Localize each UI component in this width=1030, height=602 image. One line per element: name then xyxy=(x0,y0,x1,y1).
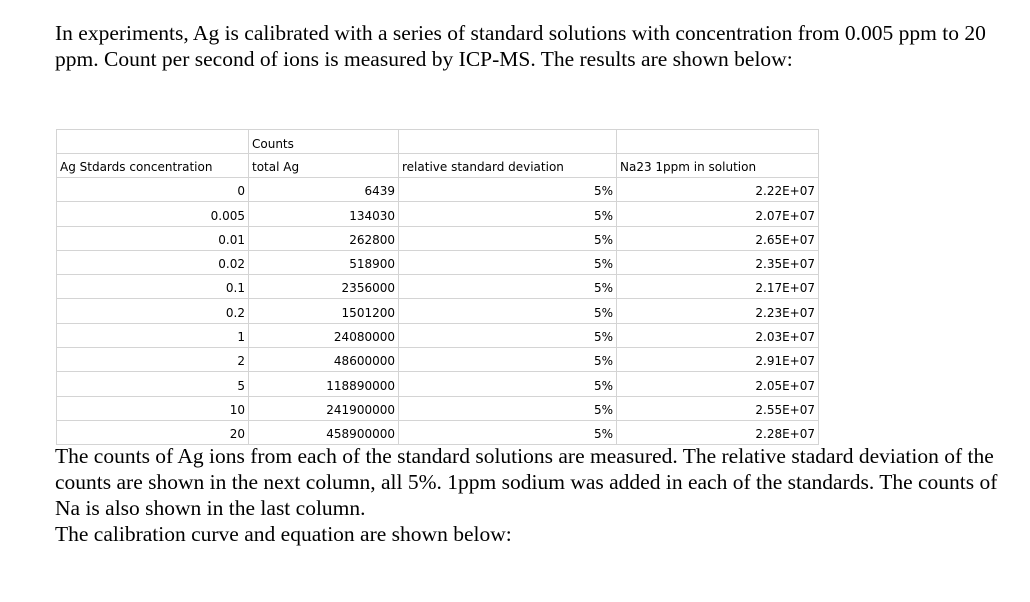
table-row xyxy=(57,323,819,347)
table-cell: 2.28E+07 xyxy=(617,420,819,444)
table-cell: 2 xyxy=(57,348,249,372)
table-cell: 20 xyxy=(57,420,249,444)
header-cell: Ag Stdards concentration xyxy=(57,154,249,178)
table-cell: 134030 xyxy=(249,202,399,226)
table-cell: 2.03E+07 xyxy=(617,323,819,347)
table-cell: 5% xyxy=(399,420,617,444)
table-cell: 0.02 xyxy=(57,250,249,274)
calibration-table xyxy=(56,129,819,445)
table-cell: 5% xyxy=(399,299,617,323)
table-row xyxy=(57,372,819,396)
table-cell: 2.05E+07 xyxy=(617,372,819,396)
table-cell: 0 xyxy=(57,178,249,202)
table-row xyxy=(57,299,819,323)
intro-paragraph: In experiments, Ag is calibrated with a series of standard solutions with concentration from 0.005 ppm to 20 ppm. Count per second of ions is measured by ICP-MS. The results are shown below: xyxy=(55,21,986,71)
table-row xyxy=(57,202,819,226)
calibration-curve-caption: The calibration curve and equation are shown below: xyxy=(55,522,512,546)
table-cell: 5% xyxy=(399,202,617,226)
table-row xyxy=(57,420,819,444)
table-cell: 5 xyxy=(57,372,249,396)
table-cell: 2.65E+07 xyxy=(617,226,819,250)
table-cell: 0.1 xyxy=(57,275,249,299)
table-header-row xyxy=(57,130,819,154)
table-cell: 5% xyxy=(399,226,617,250)
outro-paragraph: The counts of Ag ions from each of the standard solutions are measured. The relative stadard deviation of the counts are shown in the next column, all 5%. 1ppm sodium was added in each of the standards. The counts of Na is also shown in the last column. xyxy=(55,444,998,520)
table-cell: 1501200 xyxy=(249,299,399,323)
table-cell: 0.01 xyxy=(57,226,249,250)
table-cell: 5% xyxy=(399,396,617,420)
header-cell xyxy=(57,130,249,154)
table-cell: 5% xyxy=(399,348,617,372)
table-header-row xyxy=(57,154,819,178)
header-cell xyxy=(399,130,617,154)
table-cell: 518900 xyxy=(249,250,399,274)
header-cell xyxy=(617,130,819,154)
table-cell: 2.55E+07 xyxy=(617,396,819,420)
table-row xyxy=(57,178,819,202)
table-cell: 458900000 xyxy=(249,420,399,444)
table-cell: 5% xyxy=(399,372,617,396)
table-row xyxy=(57,396,819,420)
table-cell: 2.17E+07 xyxy=(617,275,819,299)
table-cell: 5% xyxy=(399,250,617,274)
table-cell: 2.07E+07 xyxy=(617,202,819,226)
table-cell: 6439 xyxy=(249,178,399,202)
header-cell: relative standard deviation xyxy=(399,154,617,178)
table-cell: 5% xyxy=(399,323,617,347)
table-row xyxy=(57,250,819,274)
table-cell: 118890000 xyxy=(249,372,399,396)
table-cell: 1 xyxy=(57,323,249,347)
table-cell: 48600000 xyxy=(249,348,399,372)
table-cell: 5% xyxy=(399,275,617,299)
table-cell: 241900000 xyxy=(249,396,399,420)
table-cell: 262800 xyxy=(249,226,399,250)
table-row xyxy=(57,226,819,250)
header-cell: Counts xyxy=(249,130,399,154)
header-cell: Na23 1ppm in solution xyxy=(617,154,819,178)
table-row xyxy=(57,348,819,372)
table-cell: 2.23E+07 xyxy=(617,299,819,323)
table-cell: 5% xyxy=(399,178,617,202)
table-cell: 24080000 xyxy=(249,323,399,347)
table-row xyxy=(57,275,819,299)
outro-section xyxy=(55,443,1005,547)
table-cell: 2.22E+07 xyxy=(617,178,819,202)
table-cell: 2.91E+07 xyxy=(617,348,819,372)
table-cell: 2.35E+07 xyxy=(617,250,819,274)
table-cell: 2356000 xyxy=(249,275,399,299)
table-cell: 0.2 xyxy=(57,299,249,323)
table-cell: 10 xyxy=(57,396,249,420)
table-cell: 0.005 xyxy=(57,202,249,226)
header-cell: total Ag xyxy=(249,154,399,178)
